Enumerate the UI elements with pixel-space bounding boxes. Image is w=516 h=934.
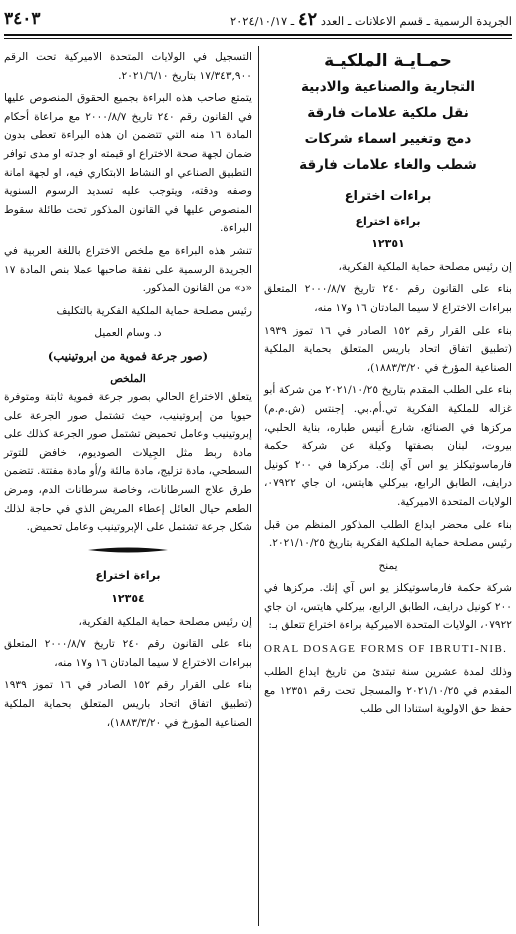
separator-ornament [4,543,252,562]
header-title: الجريدة الرسمية ـ قسم الاعلانات ـ العدد [320,13,512,28]
paragraph: بناء على القرار رقم ١٥٢ الصادر في ١٦ تموز ١٩٣٩ (تطبيق اتفاق اتحاد باريس المتعلق بحماية الملكية الصناعية المؤرخ في ١٨٨٣/٣/٢٠)، [4,679,252,729]
column-divider [258,46,259,926]
closing-paragraph: وذلك لمدة عشرين سنة تبتدئ من تاريخ ايداع الطلب المقدم في ٢٠٢١/١٠/٢٥ والمسجل تحت رقم ١٢٣٥١ مع حفظ حق الاولوية استنادا الى طلب [264,666,513,716]
summary-label: الملخص [110,372,146,385]
paragraph: بناء على محضر ايداع الطلب المذكور المنظم من قبل رئيس مصلحة حماية الملكية الفكرية بتاريخ ٢٠٢١/١٠/٢٥. [264,518,512,550]
page-number: ٣٤٠٣ [4,9,41,29]
right-column [264,48,512,723]
header-rule-thin [4,38,512,39]
headline-line-4: دمج وتغيير اسماء شركات [304,131,472,147]
signatory-name: د. وسام العميل [94,327,162,340]
grant-word: يمنح [378,559,398,572]
paragraph: تنشر هذه البراءة مع ملخص الاختراع باللغة العربية في الجريدة الرسمية على نفقة صاحبها عملا بنص المادة ١٧ «د» من القانون المذكور. [4,244,252,295]
patent-number: ١٢٣٥٤ [111,592,145,606]
grant-text: شركة حكمة فارماسوتيكلز يو اس آي إنك. مركزها في ٢٠٠ كونيل درايف، الطابق الرابع، بيركلي هايتس، ان جاي ٠٧٩٢٢، الولايات المتحدة الاميركية براءة اختراع تتعلق بـ: [264,582,512,632]
issue-date: ـ ٢٠٢٤/١٠/١٧ [229,13,295,28]
paragraph: بناء على الطلب المقدم بتاريخ ٢٠٢١/١٠/٢٥ من شركة أبو غزاله للملكية الفكرية تي.أم.بي. إجنتس (ش.م.م) مركزها في الصنائع، شارع أنيس طباره، بناية الحلبي، بيروت، لبنان بصفتها وكيلة عن شركة حكمة فارماسوتيكلز يو اس آي إنك. مركزها في ٢٠٠ كونيل درايف، الطابق الرابع، بيركلي هايتس، ان جاي ٠٧٩٢٢، الولايات المتحدة الاميركية. [264,384,512,508]
section-title: براءات اختراع [344,189,432,204]
paragraph: بناء على القرار رقم ١٥٢ الصادر في ١٦ تموز ١٩٣٩ (تطبيق اتفاق اتحاد باريس المتعلق بحماية الملكية الصناعية المؤرخ في ١٨٨٣/٣/٢٠)، [264,324,512,374]
header-rule [4,34,512,36]
headline-line-3: نقل ملكية علامات فارقة [307,105,469,121]
issue-number: ٤٢ [297,8,318,30]
section-headline [264,48,512,178]
summary-text: يتعلق الاختراع الحالي بصور جرعة فموية ثابتة ومتوفرة حيويا من إبروتينيب، حيث تشتمل صور الجرعة على إبروتينيب وعامل تحميض تشتمل صور الجرعة كذلك على مادة ربط مثل الجِيلات الصوديوم، خافض للتوتر السطحي، مادة تزليج، مادة مالئة و/أو مادة مفتتة. تتضمن طرق علاج السرطانات، وخاصة سرطانات الدم، ومرض الطعم حيال العائل إعطاء المريض الذي في حاجة لذلك شكل جرعة تشتمل على الإبروتينيب وعامل تحميض. [4,391,252,534]
paragraph: إن رئيس مصلحة حماية الملكية الفكرية، [338,260,512,273]
patent-label: براءة اختراع [95,569,161,583]
headline-line-1: حمـايـة الملكيـة [324,51,452,71]
paragraph: يتمتع صاحب هذه البراءة بجميع الحقوق المنصوص عليها في القانون رقم ٢٤٠ تاريخ ٢٠٠٠/٨/٧ مع مراعاة أحكام المادة ١٦ منه التي تتضمن ان هذه البراءة تعطى بدون ضمان لجهة صحة الاختراع او قيمته او جدته او مدى توافر التطبيق الصناعي او النشاط الابتكاري فيه، او لجهة امانة وصفه ودقته، ويتوجب عليه تسديد الرسوم السنوية المنصوص عليها في القانون المذكور تحت طائلة سقوط البراءة. [4,92,253,235]
left-column [4,48,252,736]
paragraph: بناء على القانون رقم ٢٤٠ تاريخ ٢٠٠٠/٨/٧ المتعلق ببراءات الاختراع لا سيما المادتان ١٦ و١٧ منه، [264,283,512,314]
invention-title-latin: ORAL DOSAGE FORMS OF IBRUTI-NIB. [264,643,508,656]
header-title-block [230,9,512,30]
invention-title: (صور جرعة فموية من ابروتينيب) [47,348,209,363]
paragraph: إن رئيس مصلحة حماية الملكية الفكرية، [78,615,252,628]
signatory-title: رئيس مصلحة حماية الملكية الفكرية بالتكليف [56,304,252,317]
patent-number: ١٢٣٥١ [371,237,405,251]
headline-line-5: شطب والغاء علامات فارقة [299,157,477,173]
paragraph: التسجيل في الولايات المتحدة الاميركية تحت الرقم ١٧/٣٤٣,٩٠٠ بتاريخ ٢٠٢١/٦/١٠. [4,51,252,82]
patent-label: براءة اختراع [355,214,421,228]
paragraph: بناء على القانون رقم ٢٤٠ تاريخ ٢٠٠٠/٨/٧ المتعلق ببراءات الاختراع لا سيما المادتان ١٦ و١٧ منه، [4,638,252,669]
headline-line-2: التجارية والصناعية والادبية [300,79,476,95]
page-header [4,6,512,32]
